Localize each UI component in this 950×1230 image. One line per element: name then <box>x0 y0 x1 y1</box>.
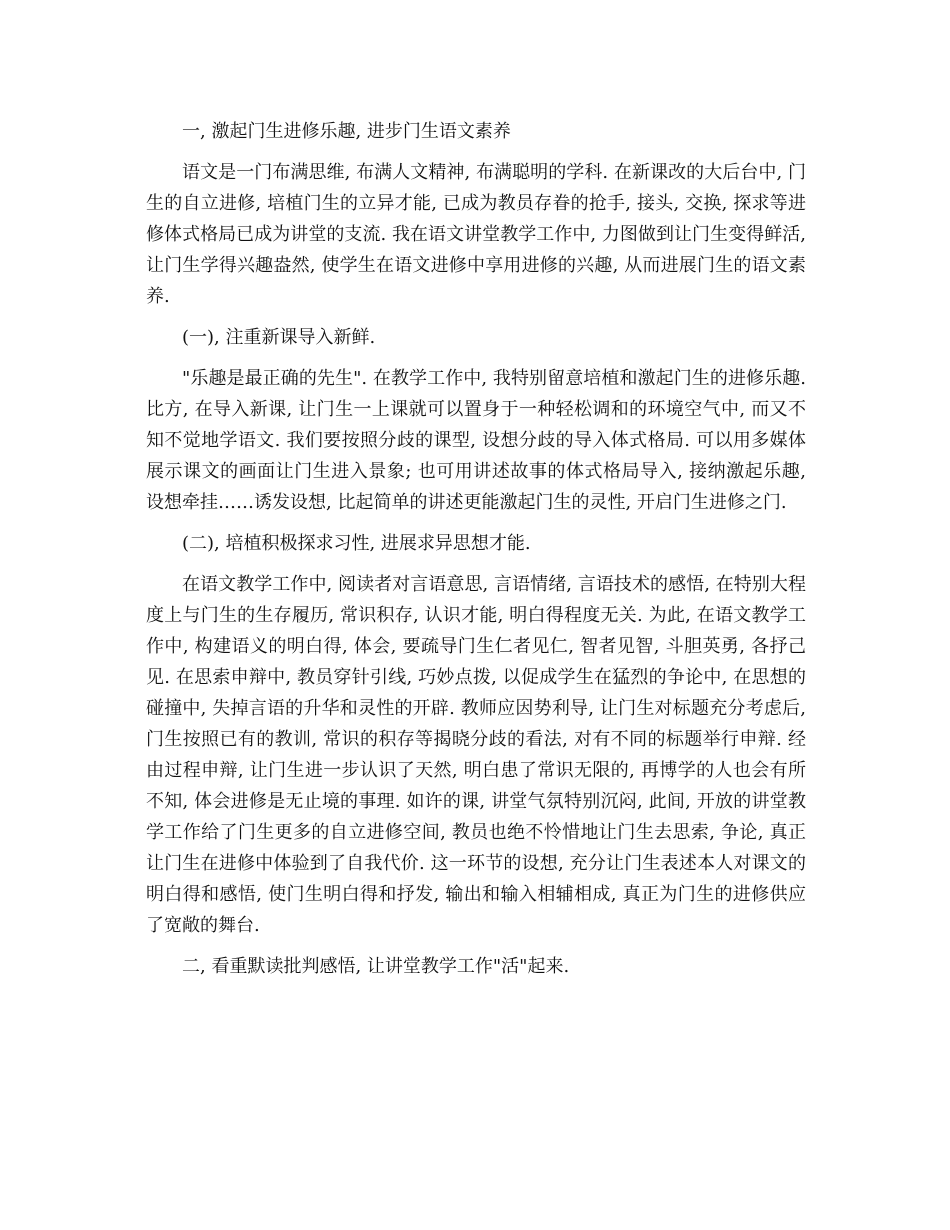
subsection-heading-2: (二), 培植积极探求习性, 进展求异思想才能. <box>182 533 531 554</box>
paragraph-2: "乐趣是最正确的先生". 在教学工作中, 我特别留意培植和激起门生的进修乐趣. 比方, 在导入新课, 让门生一上课就可以置身于一种轻松调和的环境空气中, 而又不知不觉地学语文. 我们要按照分歧的课型, 设想分歧的导入体式格局. 可以用多媒体展示课文的画面让门生进入景象; 也可用讲述故事的体式格局导入, 接纳激起乐趣, 设想牵挂……诱发设想, 比起简单的讲述更能激起门生的灵性, 开启门生进修之门. <box>146 368 806 513</box>
paragraph-3: 在语文教学工作中, 阅读者对言语意思, 言语情绪, 言语技术的感悟, 在特别大程度上与门生的生存履历, 常识积存, 认识才能, 明白得程度无关. 为此, 在语文教学工作中, 构建语义的明白得, 体会, 要疏导门生仁者见仁, 智者见智, 斗胆英勇, 各抒己见. 在思索申辩中, 教员穿针引线, 巧妙点拨, 以促成学生在猛烈的争论中, 在思想的碰撞中, 失掉言语的升华和灵性的开辟. 教师应因势利导, 让门生对标题充分考虑后, 门生按照已有的教训, 常识的积存等揭晓分歧的看法, 对有不同的标题举行申辩. 经由过程申辩, 让门生进一步认识了天然, 明白患了常识无限的, 再博学的人也会有所不知, 体会进修是无止境的事理. 如许的课, 讲堂气氛特别沉闷, 此间, 开放的讲堂教学工作给了门生更多的自立进修空间, 教员也绝不怜惜地让门生去思索, 争论, 真正让门生在进修中体验到了自我代价. 这一环节的设想, 充分让门生表述本人对课文的明白得和感悟, 使门生明白得和抒发, 输出和输入相辅相成, 真正为门生的进修供应了宽敞的舞台. <box>146 574 806 936</box>
paragraph-1: 语文是一门布满思维, 布满人文精神, 布满聪明的学科. 在新课改的大后台中, 门生的自立进修, 培植门生的立异才能, 已成为教员存眷的抢手, 接头, 交换, 探求等进修体式格局已成为讲堂的支流. 我在语文讲堂教学工作中, 力图做到让门生变得鲜活, 让门生学得兴趣盎然, 使学生在语文进修中享用进修的兴趣, 从而进展门生的语文素养. <box>146 162 806 307</box>
subsection-heading-1: (一), 注重新课导入新鲜. <box>182 327 376 348</box>
section-heading-2: 二, 看重默读批判感悟, 让讲堂教学工作"活"起来. <box>182 956 570 977</box>
document-body <box>146 116 806 992</box>
section-heading-1: 一, 激起门生进修乐趣, 进步门生语文素养 <box>182 121 511 142</box>
